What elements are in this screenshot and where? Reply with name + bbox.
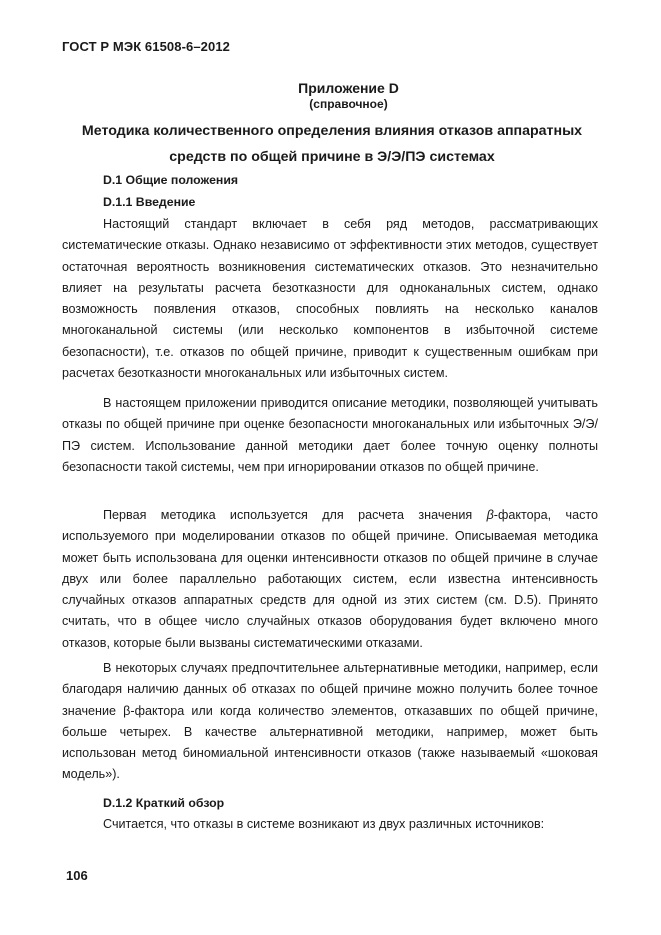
paragraph-alternative-methods: В некоторых случаях предпочтительнее альтернативные методики, например, если благодаря наличию данных об отказах по общей причине можно получить более точное значение β-фактора или когда количество элементов, отказавших по общей причине, больше четырех. В качестве альтернативной методики, например, может быть использован метод биномиальной интенсивности отказов (также называемый «шоковая модель»). — [62, 661, 598, 782]
beta-symbol: β — [486, 508, 494, 522]
paragraph-method-description: В настоящем приложении приводится описание методики, позволяющей учитывать отказы по общей причине при оценке безопасности многоканальных или избыточных Э/Э/ПЭ систем. Использование данной методики дает более точную оценку полноты безопасности такой системы, чем при игнорировании отказов по общей причине. — [62, 396, 598, 474]
appendix-subtitle: (справочное) — [309, 97, 388, 111]
section-heading-d1: D.1 Общие положения — [103, 173, 239, 187]
section-heading-d1-1: D.1.1 Введение — [103, 195, 196, 209]
page-number: 106 — [66, 868, 88, 883]
paragraph-intro: Настоящий стандарт включает в себя ряд методов, рассматривающих систематические отказы. Однако независимо от эффективности этих методов, существует остаточная вероятность возникновения систематических отказов. Это незначительно влияет на результаты расчета безотказности для одноканальных систем, однако возможность появления отказов, способных повлиять на несколько каналов многоканальной системы (или несколько компонентов в избыточной системе безопасности), т.е. отказов по общей причине, приводит к существенным ошибкам при расчетах безотказности многоканальных или избыточных систем. — [62, 217, 598, 381]
paragraph-beta-factor — [62, 505, 598, 654]
main-title: Методика количественного определения влияния отказов аппаратных средств по общей причине в Э/Э/ПЭ системах — [81, 123, 583, 165]
paragraph-beta-factor-start: Первая методика используется для расчета значения — [103, 508, 487, 522]
appendix-title: Приложение D — [298, 80, 399, 96]
paragraph-overview: Считается, что отказы в системе возникают из двух различных источников: — [103, 817, 545, 831]
document-code-header: ГОСТ Р МЭК 61508-6–2012 — [62, 39, 230, 54]
section-heading-d1-2: D.1.2 Краткий обзор — [103, 796, 225, 810]
paragraph-beta-factor-rest: -фактора, часто используемого при моделировании отказов по общей причине. Описываемая методика может быть использована для оценки интенсивности отказов по общей причине в случае двух или более параллельно работающих систем, если известна интенсивность случайных отказов аппаратных средств для одной из этих систем (см. D.5). Принято считать, что в общее число случайных отказов оборудования будет включено много отказов, которые были вызваны систематическими отказами. — [62, 508, 599, 650]
